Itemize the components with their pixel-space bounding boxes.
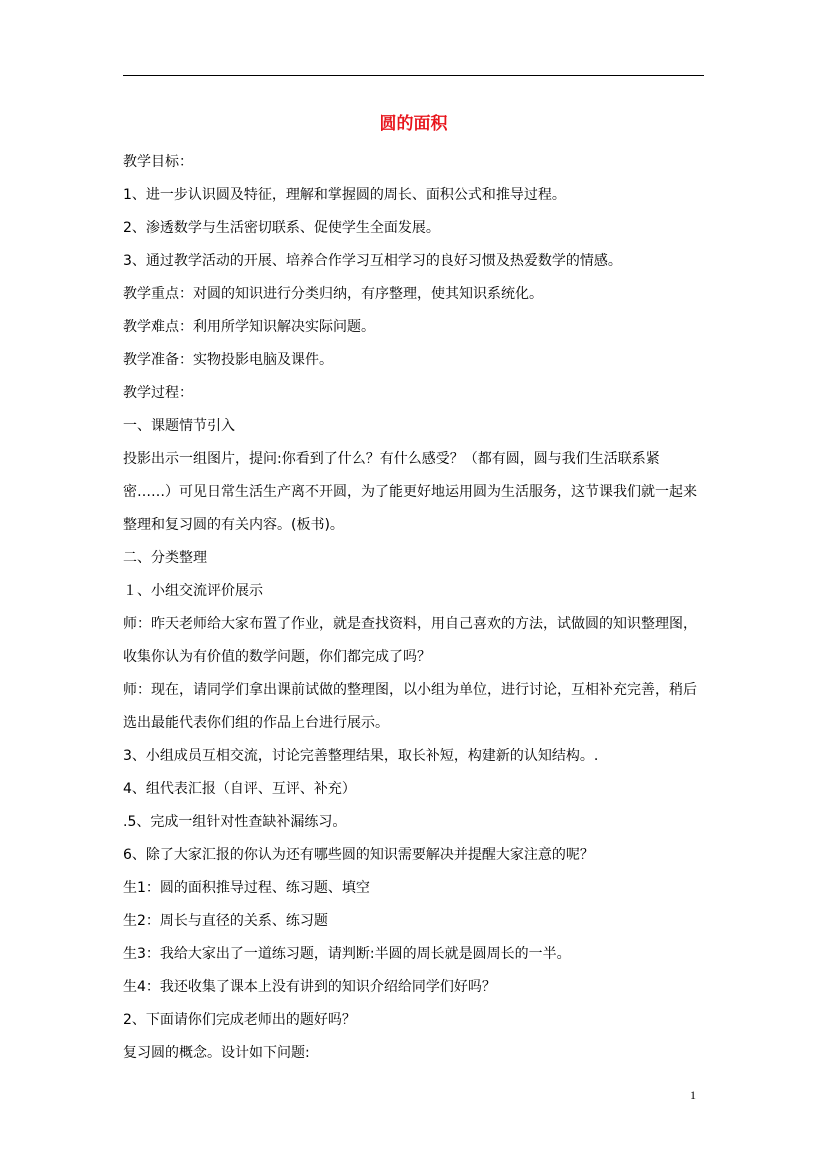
document-title: 圆的面积 xyxy=(379,114,448,134)
paragraph-student-2: 生2：周长与直径的关系、练习题 xyxy=(123,913,328,929)
paragraph-student-1: 生1：圆的面积推导过程、练习题、填空 xyxy=(123,880,370,896)
document-body xyxy=(123,146,708,1070)
paragraph-section-1: 一、课题情节引入 xyxy=(123,418,235,434)
paragraph-review: 复习圆的概念。设计如下问题: xyxy=(123,1045,310,1061)
paragraph-objectives-heading: 教学目标： xyxy=(123,154,193,170)
paragraph-key-points: 教学重点：对圆的知识进行分类归纳，有序整理，使其知识系统化。 xyxy=(123,286,543,302)
paragraph-preparation: 教学准备：实物投影电脑及课件。 xyxy=(123,352,333,368)
paragraph-teacher-2: 师：现在，请同学们拿出课前试做的整理图，以小组为单位，进行讨论，互相补充完善，稍后选出最能代表你们组的作品上台进行展示。 xyxy=(123,682,697,731)
header-rule xyxy=(123,75,704,76)
paragraph-objective-3: 3、通过教学活动的开展、培养合作学习互相学习的良好习惯及热爱数学的情感。 xyxy=(123,253,622,269)
paragraph-student-4: 生4：我还收集了课本上没有讲到的知识介绍给同学们好吗？ xyxy=(123,979,496,995)
paragraph-group-exchange: １、小组交流评价展示 xyxy=(123,583,263,599)
paragraph-step-5: .5、完成一组针对性查缺补漏练习。 xyxy=(123,814,347,830)
paragraph-section-2: 二、分类整理 xyxy=(123,550,207,566)
paragraph-objective-2: 2、渗透数学与生活密切联系、促使学生全面发展。 xyxy=(123,220,440,236)
paragraph-student-3: 生3：我给大家出了一道练习题，请判断:半圆的周长就是圆周长的一半。 xyxy=(123,946,571,962)
paragraph-process-heading: 教学过程： xyxy=(123,385,193,401)
paragraph-step-4: 4、组代表汇报（自评、互评、补充） xyxy=(123,781,356,797)
page-number: 1 xyxy=(690,1088,696,1102)
paragraph-step-3: 3、小组成员互相交流，讨论完善整理结果，取长补短，构建新的认知结构。. xyxy=(123,748,599,764)
paragraph-exercise: 2、下面请你们完成老师出的题好吗？ xyxy=(123,1012,356,1028)
paragraph-teacher-1: 师：昨天老师给大家布置了作业，就是查找资料，用自己喜欢的方法，试做圆的知识整理图，收集你认为有价值的数学问题，你们都完成了吗？ xyxy=(123,616,697,665)
paragraph-intro: 投影出示一组图片，提问:你看到了什么？有什么感受？（都有圆，圆与我们生活联系紧密……）可见日常生活生产离不开圆，为了能更好地运用圆为生活服务，这节课我们就一起来整理和复习圆的有关内容。(板书)。 xyxy=(123,451,697,533)
paragraph-objective-1: 1、进一步认识圆及特征，理解和掌握圆的周长、面积公式和推导过程。 xyxy=(123,187,566,203)
paragraph-difficulties: 教学难点：利用所学知识解决实际问题。 xyxy=(123,319,375,335)
paragraph-step-6: 6、除了大家汇报的你认为还有哪些圆的知识需要解决并提醒大家注意的呢？ xyxy=(123,847,594,863)
